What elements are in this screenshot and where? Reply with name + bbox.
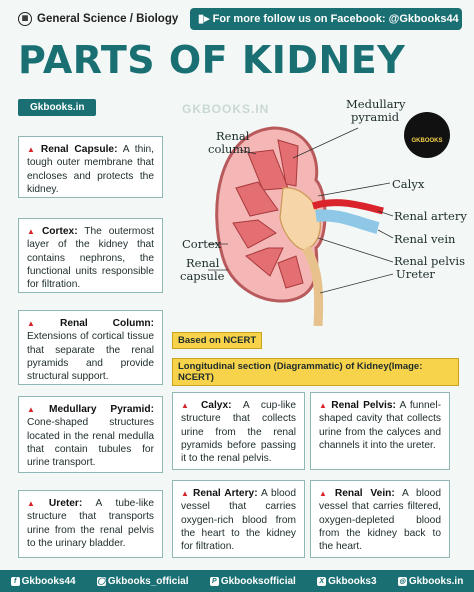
- social-footer: [0, 570, 474, 592]
- facebook-icon: f: [11, 577, 20, 586]
- footer-facebook[interactable]: [11, 576, 76, 587]
- book-icon: ▦: [18, 12, 32, 26]
- card-text: Cone-shaped structures located in the renal medulla that contain tubules for urine transport.: [27, 417, 154, 469]
- card-term: Renal Column:: [60, 318, 154, 329]
- card-renal-artery: [172, 480, 305, 558]
- pinterest-handle: Gkbooksofficial: [220, 575, 296, 587]
- triangle-icon: ▲: [181, 401, 198, 410]
- footer-website[interactable]: [398, 576, 463, 587]
- gkbooks-logo: [404, 112, 450, 158]
- card-term: Renal Pelvis:: [331, 400, 396, 411]
- x-handle: Gkbooks3: [328, 575, 377, 587]
- facebook-note-text: For more follow us on Facebook: @Gkbooks44: [212, 13, 459, 25]
- facebook-handle: Gkbooks44: [21, 575, 76, 587]
- card-medullary-pyramid: [18, 396, 163, 473]
- label-medullary-pyramid-2: pyramid: [351, 110, 400, 124]
- triangle-icon: ▲: [319, 401, 329, 410]
- ncert-note: Based on NCERT: [172, 332, 262, 349]
- triangle-icon: ▲: [27, 145, 38, 154]
- pinterest-icon: P: [210, 577, 219, 586]
- card-text: A blood vessel that carries oxygen-rich blood from the heart to the kidney for filtration.: [181, 488, 296, 553]
- logo-text: GKBOOKS: [411, 138, 443, 144]
- card-renal-capsule: [18, 136, 163, 198]
- top-bar: [0, 0, 474, 36]
- triangle-icon: ▲: [27, 227, 39, 236]
- card-text: Extensions of cortical tissue that separate the renal pyramids and provide structural support.: [27, 331, 154, 383]
- triangle-icon: ▲: [27, 499, 46, 508]
- triangle-icon: ▲: [27, 319, 58, 328]
- megaphone-icon: ▮▸: [198, 13, 213, 25]
- label-ureter: Ureter: [396, 267, 435, 281]
- diagram-caption: Longitudinal section (Diagrammatic) of Kidney(Image: NCERT): [172, 358, 459, 386]
- card-calyx: [172, 392, 305, 470]
- label-renal-pelvis: Renal pelvis: [394, 254, 465, 268]
- card-term: Ureter:: [48, 498, 83, 509]
- label-calyx: Calyx: [392, 177, 425, 191]
- globe-icon: ◎: [399, 577, 406, 585]
- page-title: PARTS OF KIDNEY: [18, 38, 406, 82]
- triangle-icon: ▲: [181, 489, 190, 498]
- x-icon: X: [317, 577, 326, 586]
- card-term: Renal Vein:: [334, 488, 395, 499]
- footer-x[interactable]: [317, 576, 376, 587]
- label-cortex: Cortex: [182, 237, 222, 251]
- label-renal-vein: Renal vein: [394, 232, 456, 246]
- card-cortex: [18, 218, 163, 293]
- instagram-icon: ◯: [97, 577, 106, 585]
- card-term: Cortex:: [41, 226, 78, 237]
- card-term: Renal Capsule:: [40, 144, 118, 155]
- label-renal-column-1: Renal: [216, 129, 250, 143]
- instagram-handle: Gkbooks_official: [107, 575, 189, 587]
- triangle-icon: ▲: [319, 489, 332, 498]
- card-term: Renal Artery:: [192, 488, 258, 499]
- footer-instagram[interactable]: [97, 576, 189, 587]
- website-link: Gkbooks.in: [408, 575, 464, 587]
- card-text: A funnel-shaped cavity that collects urine from the calyces and channels it into the ureter.: [319, 400, 442, 451]
- label-renal-column-2: column: [208, 142, 251, 156]
- breadcrumb: [18, 12, 178, 26]
- card-ureter: [18, 490, 163, 558]
- card-text: A thin, tough outer membrane that encloses and protects the kidney.: [27, 144, 154, 195]
- card-text: A cup-like structure that collects urine from the renal pyramids before passing it to the renal pelvis.: [181, 400, 297, 465]
- card-term: Medullary Pyramid:: [48, 404, 154, 415]
- label-renal-capsule-1: Renal: [186, 256, 220, 270]
- watermark: GKBOOKS.IN: [182, 102, 270, 116]
- card-renal-pelvis: [310, 392, 450, 470]
- card-text: The outermost layer of the kidney that contains nephrons, the functional units responsible for filtration.: [27, 226, 155, 291]
- card-renal-vein: [310, 480, 450, 558]
- card-term: Calyx:: [200, 400, 232, 411]
- label-renal-capsule-2: capsule: [180, 269, 225, 283]
- site-tag[interactable]: Gkbooks.in: [18, 99, 96, 116]
- label-renal-artery: Renal artery: [394, 209, 467, 223]
- card-renal-column: [18, 310, 163, 385]
- triangle-icon: ▲: [27, 405, 46, 414]
- footer-pinterest[interactable]: [210, 576, 296, 587]
- facebook-note[interactable]: [190, 8, 462, 30]
- breadcrumb-text: General Science / Biology: [37, 13, 179, 25]
- card-text: A blood vessel that carries filtered, oxygen-depleted blood from the kidney back to the heart.: [319, 488, 441, 553]
- card-text: A tube-like structure that transports urine from the renal pelvis to the urinary bladder.: [27, 498, 155, 549]
- label-medullary-pyramid-1: Medullary: [346, 98, 406, 111]
